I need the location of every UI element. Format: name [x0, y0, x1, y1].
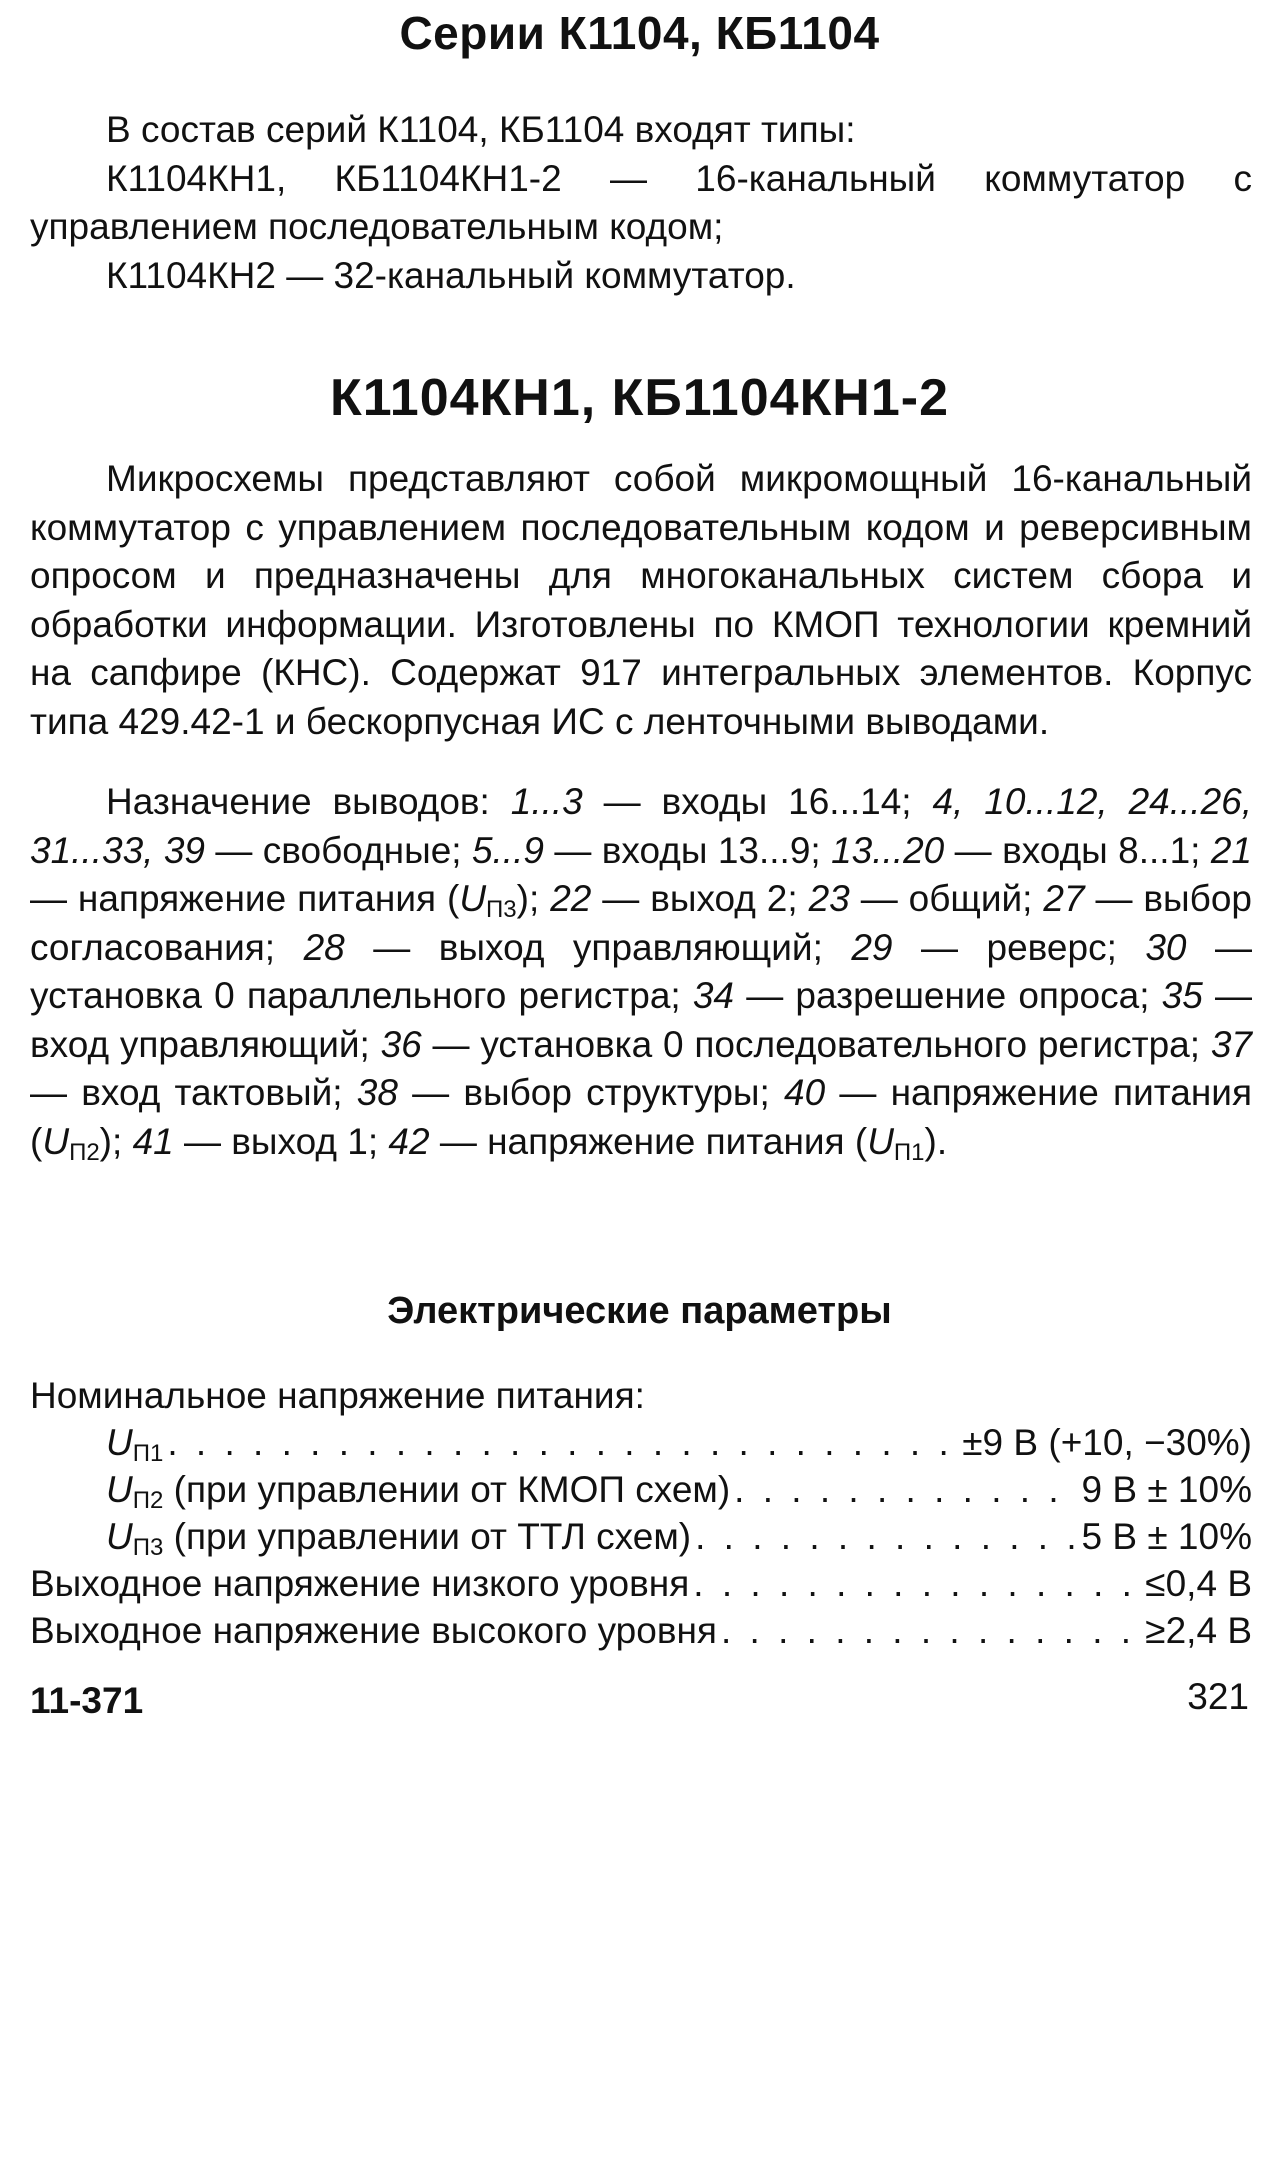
- leader-dots: [693, 1563, 1141, 1605]
- voltage-subscript: П3: [132, 1534, 164, 1561]
- voltage-symbol: U: [106, 1469, 133, 1510]
- voltage-subscript: П1: [893, 1138, 925, 1166]
- signature-mark: 11-371: [30, 1680, 144, 1721]
- voltage-symbol: U: [42, 1120, 70, 1162]
- pin-function: — вход тактовый;: [30, 1072, 357, 1113]
- param-value: ≥2,4 В: [1145, 1610, 1252, 1651]
- voltage-symbol: U: [867, 1120, 894, 1162]
- pin-function: — входы 13...9;: [543, 829, 832, 871]
- pin-function-tail: );: [99, 1120, 133, 1162]
- pin-item: [693, 975, 1162, 1016]
- pin-numbers: 37: [1210, 1023, 1252, 1065]
- pin-item: [388, 1120, 948, 1166]
- description-paragraph: Микросхемы представляют собой микромощный 16-канальный коммутатор с управлением последовательным кодом и реверсивным опросом и предназначены для многоканальных систем сбора и обработки информации. Изготовлены по КМОП технологии кремний на сапфире (КНС). Содержат 917 интегральных элементов. Корпус типа 429.42-1 и бескорпусная ИС с ленточными выводами.: [30, 458, 1252, 742]
- pin-function: — реверс;: [892, 926, 1146, 968]
- pin-numbers: 29: [851, 926, 893, 968]
- pin-numbers: 41: [132, 1120, 174, 1162]
- electrical-params-list: [30, 1375, 1252, 1657]
- pin-function: — входы 16...14;: [582, 781, 933, 822]
- pin-function: — выход 1;: [173, 1120, 389, 1162]
- pin-function: — напряжение питания (: [30, 878, 460, 919]
- pin-numbers: 35: [1161, 975, 1203, 1016]
- intro-line-2: К1104КН1, КБ1104КН1-2 — 16-канальный коммутатор с управлением последовательным кодом;: [30, 157, 1252, 247]
- pin-intro: Назначение выводов:: [106, 781, 511, 822]
- pin-numbers: 1...3: [510, 781, 583, 822]
- pin-item: [472, 830, 831, 871]
- param-condition: (при управлении от ТТЛ схем): [163, 1516, 692, 1557]
- voltage-symbol: U: [459, 878, 487, 919]
- param-value: 9 В ± 10%: [1081, 1469, 1252, 1510]
- pin-numbers: 34: [692, 975, 735, 1016]
- param-value: ≤0,4 В: [1145, 1563, 1252, 1604]
- pin-numbers: 30: [1145, 926, 1187, 968]
- voltage-subscript: П3: [486, 896, 517, 923]
- pin-numbers: 4, 10...12, 24...26, 31...33, 39: [30, 781, 1253, 871]
- voltage-subscript: П2: [69, 1138, 100, 1166]
- pin-function: — вход управляющий;: [30, 975, 1252, 1065]
- output-voltage-rows: [30, 1563, 1252, 1657]
- pin-numbers: 13...20: [831, 829, 945, 871]
- voltage-subscript: П1: [132, 1440, 164, 1467]
- page-number: 321: [1187, 1676, 1249, 1717]
- pin-items: [30, 781, 1253, 1166]
- pin-item: [357, 1072, 784, 1113]
- pin-function: — выбор согласования;: [30, 878, 1252, 968]
- pin-numbers: 5...9: [471, 829, 544, 871]
- param-row: [30, 1516, 1252, 1563]
- pin-item: [550, 878, 808, 919]
- pin-function-tail: );: [516, 878, 551, 919]
- nominal-voltage-label: Номинальное напряжение питания:: [30, 1375, 645, 1416]
- supply-voltage-rows: [30, 1422, 1252, 1563]
- pin-item: [511, 781, 933, 822]
- pin-numbers: 42: [388, 1120, 430, 1162]
- leader-dots: [734, 1469, 1077, 1511]
- intro-line-3: К1104КН2 — 32-канальный коммутатор.: [106, 254, 796, 296]
- param-label: [106, 1516, 692, 1561]
- pin-numbers: 22: [550, 878, 592, 919]
- param-row: [30, 1610, 1252, 1657]
- pin-item: [809, 878, 1044, 919]
- pin-assignment-paragraph: [30, 778, 1252, 1166]
- pin-function: — выбор структуры;: [397, 1072, 784, 1113]
- pin-item: [304, 927, 852, 968]
- pin-numbers: 27: [1043, 878, 1085, 919]
- param-row: [30, 1422, 1252, 1469]
- pin-function: — входы 8...1;: [944, 829, 1211, 871]
- nominal-voltage-label-row: [30, 1375, 1252, 1422]
- pin-numbers: 40: [784, 1072, 826, 1113]
- pin-function: — выход управляющий;: [344, 926, 852, 968]
- pin-function: — разрешение опроса;: [734, 975, 1162, 1016]
- pin-function: — напряжение питания (: [30, 1072, 1253, 1162]
- pin-function: — установка 0 последовательного регистра;: [421, 1023, 1211, 1065]
- intro-line-1: В состав серий К1104, КБ1104 входят типы:: [106, 109, 856, 150]
- pin-item: [851, 927, 1145, 968]
- pin-item: [381, 1024, 1211, 1065]
- series-title: Серии К1104, КБ1104: [399, 7, 880, 59]
- intro-block: [30, 106, 1252, 300]
- pin-numbers: 38: [356, 1072, 398, 1113]
- param-value: ±9 В (+10, −30%): [962, 1422, 1252, 1463]
- pin-function-tail: ).: [924, 1120, 948, 1162]
- param-value: 5 В ± 10%: [1081, 1516, 1252, 1557]
- param-condition: (при управлении от КМОП схем): [163, 1469, 731, 1510]
- chip-title: К1104КН1, КБ1104КН1-2: [329, 369, 950, 427]
- leader-dots: [695, 1516, 1077, 1558]
- voltage-symbol: U: [106, 1422, 133, 1463]
- leader-dots: [721, 1610, 1141, 1652]
- pin-numbers: 28: [303, 926, 345, 968]
- param-label: [106, 1469, 731, 1514]
- voltage-subscript: П2: [132, 1487, 164, 1514]
- pin-function: — установка 0 параллельного регистра;: [30, 926, 1252, 1016]
- pin-item: [133, 1121, 389, 1162]
- pin-function: — свободные;: [205, 829, 472, 871]
- voltage-symbol: U: [106, 1516, 133, 1557]
- pin-numbers: 36: [380, 1023, 422, 1065]
- leader-dots: [167, 1422, 958, 1464]
- pin-item: [831, 830, 1211, 871]
- param-row: [30, 1563, 1252, 1610]
- pin-function: — напряжение питания (: [429, 1120, 868, 1162]
- pin-numbers: 23: [808, 878, 850, 919]
- param-label: [106, 1422, 164, 1467]
- param-row: [30, 1469, 1252, 1516]
- pin-function: — выход 2;: [591, 878, 809, 919]
- pin-numbers: 21: [1210, 829, 1252, 871]
- param-label: Выходное напряжение низкого уровня: [30, 1563, 690, 1604]
- pin-function: — общий;: [849, 878, 1044, 919]
- electrical-params-title: Электрические параметры: [387, 1290, 892, 1332]
- param-label: Выходное напряжение высокого уровня: [30, 1610, 717, 1651]
